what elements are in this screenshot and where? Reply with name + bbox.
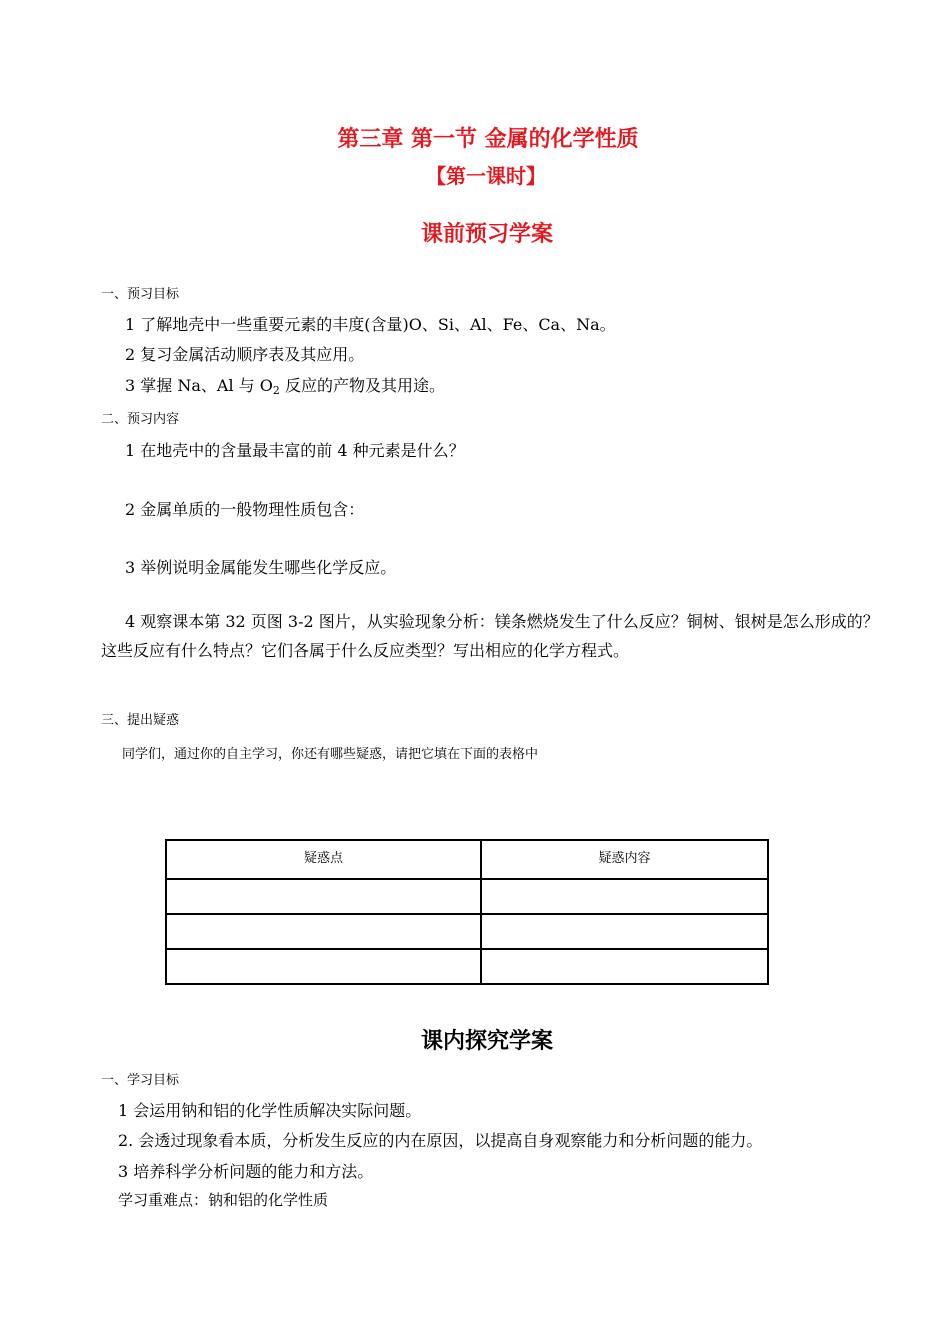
preview-question-1: 1 在地壳中的含量最丰富的前 4 种元素是什么？ [125,441,465,460]
preview-content-heading: 二、预习内容 [101,412,180,427]
doubt-table-header-content: 疑惑内容 [481,840,768,879]
inclass-goal-2: 2. 会透过现象看本质，分析发生反应的内在原因，以提高自身观察能力和分析问题的能力。 [118,1131,763,1150]
doubt-table-header-row [166,840,768,879]
preview-goal-heading: 一、预习目标 [101,287,180,302]
doubt-cell[interactable] [481,914,768,949]
doubt-cell[interactable] [166,914,481,949]
doubt-table-header-point: 疑惑点 [166,840,481,879]
inclass-goal-heading: 一、学习目标 [101,1073,180,1088]
section-title-inclass: 课内探究学案 [420,1029,553,1054]
doubt-cell[interactable] [481,879,768,914]
inclass-goal-1: 1 会运用钠和铝的化学性质解决实际问题。 [118,1101,422,1120]
page-title: 第三章 第一节 金属的化学性质 [337,127,639,152]
inclass-goal-3: 3 培养科学分析问题的能力和方法。 [118,1162,374,1181]
lesson-subtitle: 【第一课时】 [426,164,546,188]
doubt-cell[interactable] [166,949,481,984]
preview-goal-3 [125,373,445,397]
doubt-cell[interactable] [166,879,481,914]
doubt-table [165,839,769,985]
table-row [166,949,768,984]
doubt-cell[interactable] [481,949,768,984]
preview-question-4: 4 观察课本第 32 页图 3-2 图片，从实验现象分析：镁条燃烧发生了什么反应？铜树、银树是怎么形成的？这些反应有什么特点？它们各属于什么反应类型？写出相应的化学方程式。 [101,612,879,660]
preview-goal-1: 1 了解地壳中一些重要元素的丰度(含量)O、Si、Al、Fe、Ca、Na。 [125,315,616,334]
doubt-heading: 三、提出疑惑 [101,713,180,728]
preview-goal-3-prefix: 3 掌握 Na、Al 与 O [125,376,273,395]
preview-goal-3-suffix: 反应的产物及其用途。 [279,376,445,395]
preview-question-2: 2 金属单质的一般物理性质包含： [125,500,365,519]
preview-goal-3-subscript: 2 [272,384,280,397]
preview-question-3: 3 举例说明金属能发生哪些化学反应。 [125,558,397,577]
inclass-key-points: 学习重难点：钠和铝的化学性质 [118,1191,329,1209]
doubt-intro: 同学们，通过你的自主学习，你还有哪些疑惑，请把它填在下面的表格中 [122,747,539,762]
section-title-preview: 课前预习学案 [420,222,553,247]
preview-goal-2: 2 复习金属活动顺序表及其应用。 [125,345,365,364]
table-row [166,914,768,949]
table-row [166,879,768,914]
